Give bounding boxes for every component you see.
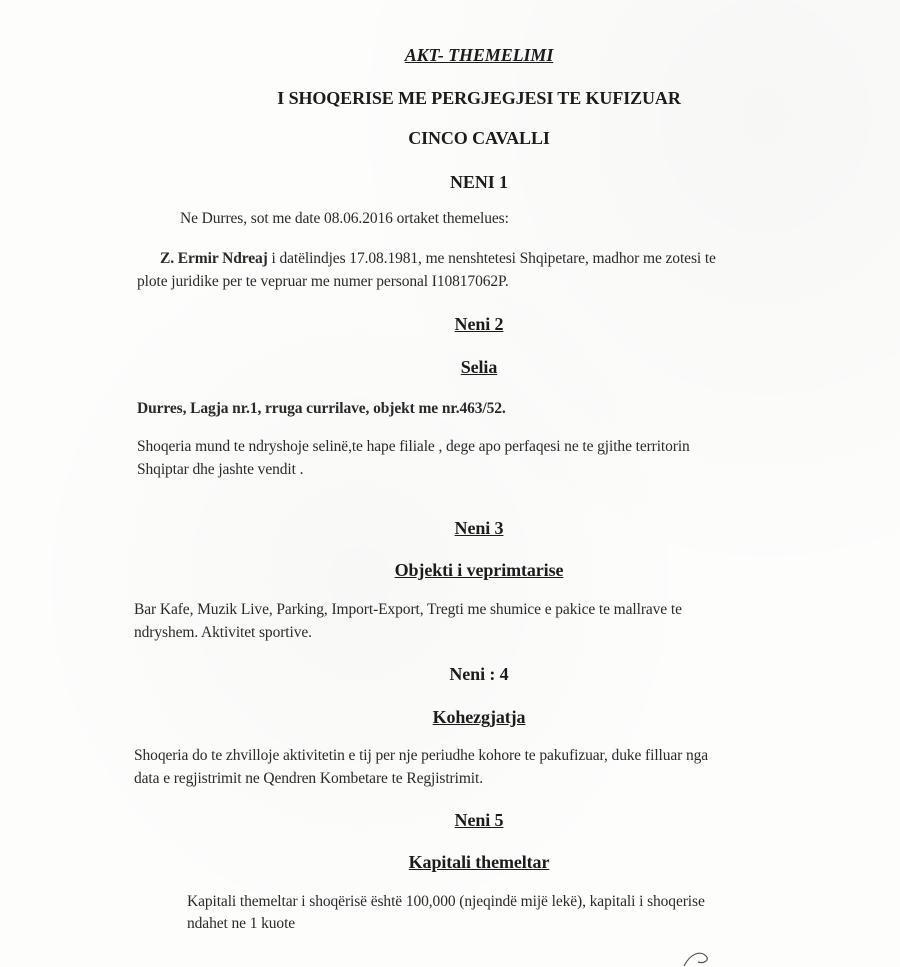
neni5-heading: Neni 5	[454, 810, 504, 830]
neni4-heading: Neni : 4	[449, 664, 509, 684]
neni5-subheading: Kapitali themeltar	[408, 852, 550, 872]
neni3-text-line1: Bar Kafe, Muzik Live, Parking, Import-Export, Tregti me shumice e pakice te mallrave te	[134, 601, 682, 618]
neni2-subheading: Selia	[460, 357, 498, 377]
neni5-text-line1: Kapitali themeltar i shoqërisë është 100,000 (njeqindë mijë lekë), kapitali i shoqerise	[187, 893, 705, 910]
neni4-text-line2: data e regjistrimit ne Qendren Kombetare te Regjistrimit.	[134, 770, 483, 787]
founder-details: i datëlindjes 17.08.1981, me nenshtetesi Shqipetare, madhor me zotesi te	[267, 250, 716, 267]
neni4-text-line1: Shoqeria do te zhvilloje aktivitetin e tij per nje periudhe kohore te pakufizuar, duke filluar nga	[134, 747, 709, 764]
neni2-text-line2: Shqiptar dhe jashte vendit .	[137, 461, 304, 478]
neni3-text-line2: ndryshem. Aktivitet sportive.	[134, 624, 312, 641]
neni2-heading: Neni 2	[454, 314, 504, 334]
founder-name: Z. Ermir Ndreaj	[160, 250, 268, 267]
neni2-text-line1: Shoqeria mund te ndryshoje selinë,te hape filiale , dege apo perfaqesi ne te gjithe territorin	[137, 438, 690, 455]
signature-mark-icon	[680, 948, 720, 967]
neni2-address: Durres, Lagja nr.1, rruga currilave, objekt me nr.463/52.	[137, 400, 506, 417]
neni5-text-line2: ndahet ne 1 kuote	[187, 915, 296, 932]
neni3-heading: Neni 3	[454, 518, 504, 538]
neni4-subheading: Kohezgjatja	[432, 707, 526, 727]
neni1-intro: Ne Durres, sot me date 08.06.2016 ortaket themelues:	[180, 210, 509, 227]
neni3-subheading: Objekti i veprimtarise	[394, 560, 564, 580]
neni1-founder-line2: plote juridike per te vepruar me numer personal I10817062P.	[137, 273, 509, 290]
document-subtitle: I SHOQERISE ME PERGJEGJESI TE KUFIZUAR	[277, 88, 681, 108]
neni1-founder-line1	[160, 250, 716, 268]
document-title: AKT- THEMELIMI	[404, 45, 554, 65]
company-name: CINCO CAVALLI	[408, 128, 550, 148]
neni1-heading: NENI 1	[450, 172, 508, 192]
